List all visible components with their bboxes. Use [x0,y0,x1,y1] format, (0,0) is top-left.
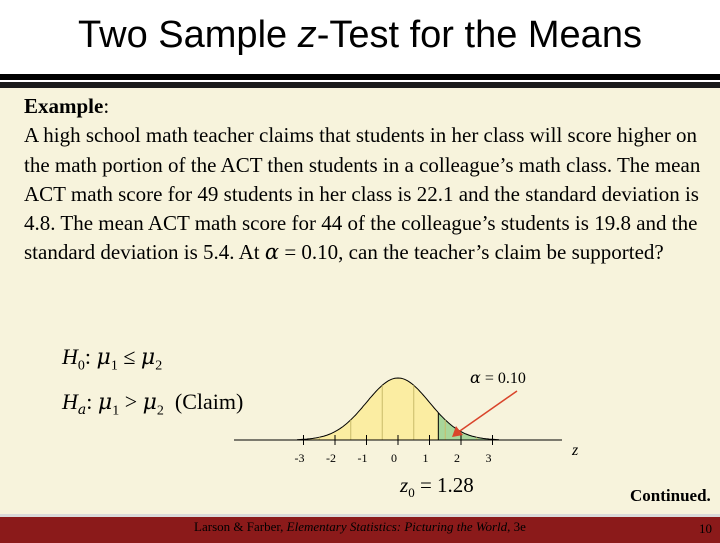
continued-label: Continued. [630,486,711,505]
tick-label: 3 [485,451,492,465]
tick-label: -1 [357,451,368,465]
alpha-symbol: α [264,240,280,265]
alpha-arrow [457,391,517,433]
z0-letter: z [400,473,409,497]
z0-value: = 1.28 [414,473,474,497]
title-z: z [297,14,317,56]
curve-area [297,378,499,440]
tick-label: 2 [454,451,460,465]
mu-sub: 1 [110,358,118,374]
h-letter: H [62,344,78,369]
mu-symbol: μ [97,390,113,415]
z0-sub: 0 [408,485,415,501]
mu-sub: 2 [155,358,163,374]
footer-book: Elementary Statistics: Picturing the World [286,519,508,534]
example-body: A high school math teacher claims that students in her class will score higher on the math portion of the ACT then students in a colleague’s math class. The mean ACT math score for 49 students in her class is 22.1 and the standard deviation is 4.8. The mean ACT math score for 44 of the colleague’s students is 19.8 and the standard deviation is 5.4. At [24,123,701,265]
mu-symbol: μ [140,345,156,370]
alpha-symbol: α [470,368,481,387]
mu-symbol: μ [142,390,157,415]
h-sub: a [77,402,87,419]
rejection-region [438,413,499,440]
footer-edition: , 3e [507,519,526,534]
h-sub: 0 [77,358,85,374]
tick-label: -2 [326,451,336,465]
operator: ≤ [117,344,141,369]
claim-label: (Claim) [163,389,244,414]
operator: > [119,389,143,414]
alpha-value: = 0.10 [480,370,526,387]
mu-sub: 1 [112,403,120,419]
mu-symbol: μ [96,345,111,370]
page-number: 10 [699,521,712,536]
example-label: Example [24,94,104,118]
test-statistic [400,473,474,501]
tick-label: 0 [391,451,397,465]
example-body-end: = 0.10, can the teacher’s claim be supported? [279,240,664,265]
h-colon: : [86,389,98,414]
h-colon: : [84,344,97,369]
title-part: Two Sample [78,14,298,56]
axis-label: z [572,442,579,459]
tick-label: 1 [422,451,429,465]
footer-authors: Larson & Farber, [194,519,287,534]
footer-citation [0,519,720,535]
h-letter: H [62,389,78,414]
title-part: -Test for the Means [316,14,642,56]
tick-label: -3 [294,451,305,465]
example-colon: : [103,94,110,118]
mu-sub: 2 [156,403,164,419]
